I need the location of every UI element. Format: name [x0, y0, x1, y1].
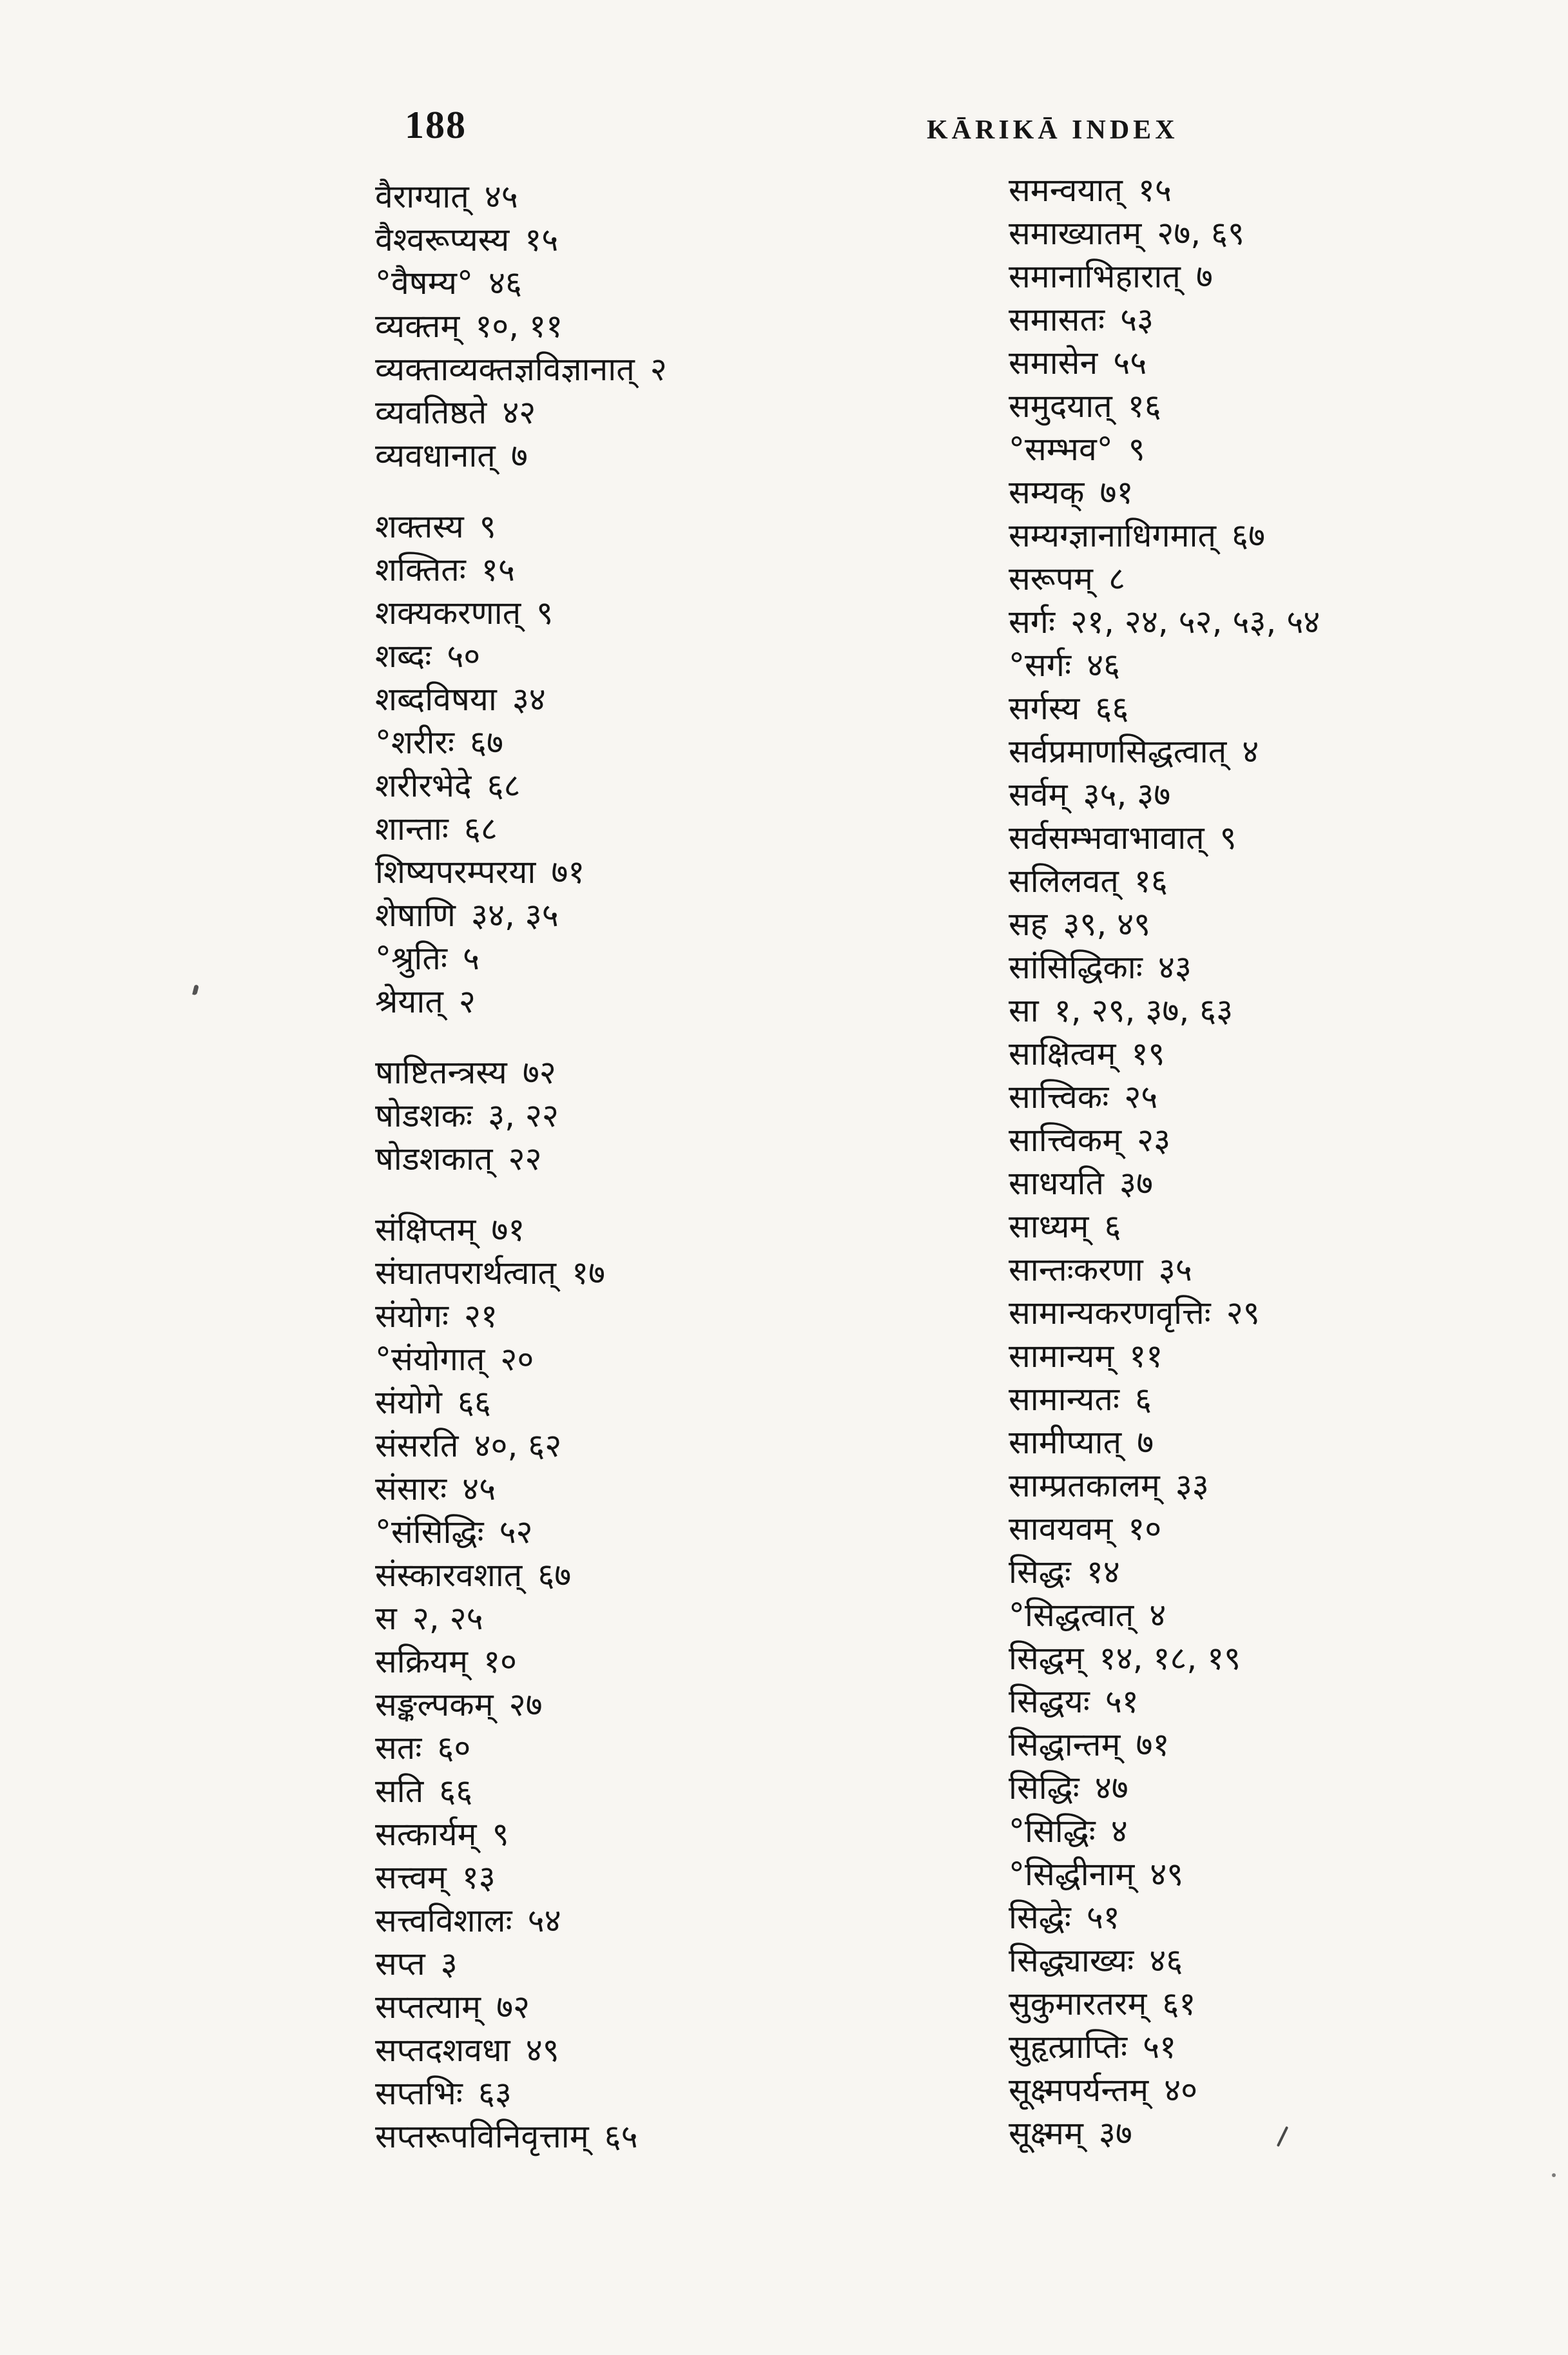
- entry-refs: ३३: [1175, 1467, 1209, 1504]
- entry-refs: १५: [525, 221, 559, 258]
- entry-term: सप्तदशवधा: [375, 2031, 510, 2069]
- entry-refs: ३४, ३५: [470, 896, 559, 934]
- entry-term: शिष्यपरम्परया: [375, 853, 536, 891]
- index-column-right: [1009, 169, 1568, 2155]
- entry-term: सर्वम्: [1009, 776, 1068, 813]
- entry-refs: ६६: [457, 1384, 491, 1421]
- index-entry: [375, 851, 1020, 894]
- index-entry: [1009, 1723, 1568, 1767]
- entry-term: सर्वप्रमाणसिद्धत्वात्: [1009, 733, 1227, 770]
- entry-term: सामान्यतः: [1009, 1381, 1119, 1418]
- index-entry: [1009, 255, 1568, 298]
- index-entry: [375, 808, 1020, 851]
- entry-term: शान्ताः: [375, 810, 449, 848]
- index-entry: [1009, 1032, 1568, 1076]
- entry-term: शब्दविषया: [375, 681, 497, 718]
- entry-refs: २७: [508, 1686, 543, 1723]
- entry-refs: ९: [492, 1816, 509, 1853]
- entry-term: सप्त: [375, 1945, 425, 1982]
- entry-term: सुहृत्प्राप्तिः: [1009, 2028, 1128, 2066]
- entry-refs: ४६: [1149, 1942, 1183, 1979]
- entry-refs: ७१: [1099, 474, 1134, 511]
- entry-refs: ५२: [499, 1513, 533, 1551]
- entry-refs: ७१: [491, 1211, 525, 1248]
- entry-term: साध्यम्: [1009, 1208, 1089, 1245]
- index-entry: [375, 592, 1020, 635]
- entry-refs: ५४: [527, 1902, 561, 1939]
- index-entry: [1009, 1680, 1568, 1723]
- entry-term: सर्वसम्भवाभावात्: [1009, 819, 1205, 857]
- index-entry: [1009, 2112, 1568, 2155]
- entry-term: °सिद्धीनाम्: [1009, 1856, 1135, 1893]
- entry-term: सत्कार्यम्: [375, 1816, 477, 1853]
- entry-term: °सर्गः: [1009, 646, 1072, 684]
- entry-refs: ३४: [512, 681, 546, 718]
- index-entry: [1009, 557, 1568, 601]
- index-entry: [375, 1468, 1020, 1511]
- entry-term: शरीरभेदे: [375, 767, 472, 804]
- entry-refs: ३७: [1098, 2115, 1132, 2152]
- entry-term: सरूपम्: [1009, 560, 1093, 597]
- entry-term: साधयति: [1009, 1165, 1104, 1202]
- entry-refs: १०: [1128, 1510, 1162, 1547]
- index-entry: [1009, 860, 1568, 903]
- index-entry: [375, 305, 1020, 348]
- index-entry: [375, 678, 1020, 721]
- entry-refs: ४३: [1157, 949, 1192, 986]
- entry-term: शक्यकरणात्: [375, 594, 521, 632]
- index-entry: [375, 2072, 1020, 2115]
- entry-term: सतः: [375, 1729, 422, 1767]
- entry-refs: ५५: [1113, 344, 1147, 382]
- scan-speck: [192, 984, 199, 995]
- index-entry: [1009, 1982, 1568, 2026]
- index-entry: [1009, 1551, 1568, 1594]
- entry-refs: ६०: [437, 1729, 471, 1767]
- entry-term: सुकुमारतरम्: [1009, 1985, 1147, 2022]
- entry-term: व्यवतिष्ठते: [375, 394, 487, 431]
- index-entry: [1009, 1162, 1568, 1205]
- entry-term: सात्त्विकः: [1009, 1078, 1109, 1116]
- entry-term: °शरीरः: [375, 724, 454, 761]
- index-entry: [375, 1770, 1020, 1813]
- entry-term: संघातपरार्थत्वात्: [375, 1254, 557, 1292]
- index-entry: [375, 1943, 1020, 1986]
- index-entry: [375, 218, 1020, 262]
- index-entry: [1009, 1119, 1568, 1162]
- index-entry: [375, 635, 1020, 678]
- entry-refs: ७२: [496, 1988, 530, 2026]
- entry-refs: १७: [572, 1254, 606, 1292]
- index-entry: [1009, 1939, 1568, 1982]
- entry-refs: २: [650, 351, 667, 388]
- entry-term: संस्कारवशात्: [375, 1556, 523, 1594]
- index-column-left: [375, 175, 1020, 2158]
- entry-refs: १६: [1134, 862, 1168, 900]
- entry-term: सिद्धान्तम्: [1009, 1726, 1121, 1763]
- entry-refs: ४५: [462, 1470, 496, 1507]
- entry-term: शेषाणि: [375, 896, 456, 934]
- entry-term: सिद्धः: [1009, 1553, 1071, 1591]
- entry-term: सामान्यम्: [1009, 1337, 1114, 1375]
- index-entry: [375, 980, 1020, 1023]
- index-entry: [1009, 1292, 1568, 1335]
- entry-term: सिद्धेः: [1009, 1899, 1071, 1936]
- entry-term: °वैषम्य°: [375, 264, 473, 302]
- entry-refs: ६३: [478, 2075, 512, 2112]
- index-entry: [1009, 1594, 1568, 1637]
- entry-refs: २९: [1226, 1294, 1260, 1332]
- index-entry: [1009, 1767, 1568, 1810]
- entry-term: °संयोगात्: [375, 1341, 485, 1378]
- index-entry: [1009, 601, 1568, 644]
- index-entry: [375, 1856, 1020, 1899]
- entry-refs: ४: [1110, 1812, 1128, 1850]
- index-section: [375, 1051, 1020, 1181]
- index-entry: [1009, 1205, 1568, 1248]
- entry-refs: ३५, ३७: [1083, 776, 1171, 813]
- index-entry: [1009, 1810, 1568, 1853]
- entry-refs: ६१: [1162, 1985, 1196, 2022]
- entry-term: सम्यग्ज्ञानाधिगमात्: [1009, 517, 1216, 554]
- entry-term: सान्तःकरणा: [1009, 1251, 1143, 1288]
- entry-refs: ३७: [1119, 1165, 1153, 1202]
- index-entry: [1009, 169, 1568, 212]
- entry-term: सप्तभिः: [375, 2075, 463, 2112]
- entry-term: सिद्ध्याख्यः: [1009, 1942, 1134, 1979]
- entry-refs: १५: [1137, 171, 1172, 209]
- index-entry: [375, 1252, 1020, 1295]
- index-entry: [1009, 2026, 1568, 2069]
- index-entry: [1009, 1507, 1568, 1551]
- index-entry: [375, 1511, 1020, 1554]
- entry-refs: ३५: [1158, 1251, 1192, 1288]
- entry-term: सति: [375, 1772, 424, 1810]
- index-entry: [375, 2115, 1020, 2158]
- index-entry: [375, 391, 1020, 434]
- entry-refs: ४: [1242, 733, 1259, 770]
- index-entry: [375, 1813, 1020, 1856]
- entry-refs: ९: [479, 508, 496, 545]
- index-entry: [1009, 2069, 1568, 2112]
- entry-refs: ५१: [1086, 1899, 1120, 1936]
- entry-term: सिद्धम्: [1009, 1640, 1084, 1677]
- entry-term: समाख्यातम्: [1009, 215, 1142, 252]
- entry-refs: ३, २२: [488, 1097, 559, 1134]
- index-entry: [1009, 1896, 1568, 1939]
- entry-refs: ४६: [488, 264, 522, 302]
- entry-term: शब्दः: [375, 637, 432, 675]
- entry-term: शक्तस्य: [375, 508, 464, 545]
- entry-refs: ५०: [447, 637, 481, 675]
- entry-refs: ४७: [1094, 1769, 1128, 1807]
- entry-term: वैश्वरूप्यस्य: [375, 221, 510, 258]
- entry-term: शक्तितः: [375, 551, 466, 588]
- index-entry: [1009, 428, 1568, 471]
- entry-refs: १०: [483, 1643, 518, 1680]
- index-entry: [375, 262, 1020, 305]
- index-entry: [375, 1554, 1020, 1597]
- entry-term: सत्त्वम्: [375, 1859, 447, 1896]
- index-entry: [375, 1986, 1020, 2029]
- entry-refs: १५: [481, 551, 515, 588]
- index-entry: [375, 1597, 1020, 1640]
- entry-term: सत्त्वविशालः: [375, 1902, 512, 1939]
- index-entry: [1009, 903, 1568, 946]
- entry-term: व्यवधानात्: [375, 437, 496, 474]
- entry-refs: ६६: [1095, 690, 1129, 727]
- index-entry: [1009, 989, 1568, 1032]
- entry-refs: ६५: [604, 2118, 638, 2155]
- entry-refs: ४६: [1087, 646, 1121, 684]
- index-entry: [375, 721, 1020, 764]
- entry-term: सामीप्यात्: [1009, 1424, 1122, 1461]
- entry-refs: ७१: [1136, 1726, 1170, 1763]
- entry-refs: ९: [1219, 819, 1237, 857]
- entry-term: सावयवम्: [1009, 1510, 1113, 1547]
- index-entry: [1009, 946, 1568, 989]
- entry-term: सर्गः: [1009, 603, 1056, 641]
- entry-refs: ७: [1137, 1424, 1154, 1461]
- entry-term: सामान्यकरणवृत्तिः: [1009, 1294, 1211, 1332]
- index-entry: [1009, 342, 1568, 385]
- entry-term: सप्तरूपविनिवृत्ताम्: [375, 2118, 589, 2155]
- entry-term: व्यक्तम्: [375, 307, 460, 345]
- entry-refs: ९: [536, 594, 554, 632]
- index-entry: [375, 1381, 1020, 1424]
- entry-refs: ९: [1128, 431, 1145, 468]
- index-entry: [375, 2029, 1020, 2072]
- entry-term: सूक्ष्मम्: [1009, 2115, 1083, 2152]
- index-entry: [375, 937, 1020, 980]
- entry-term: सात्त्विकम्: [1009, 1121, 1122, 1159]
- entry-refs: १४: [1086, 1553, 1120, 1591]
- index-entry: [375, 175, 1020, 218]
- entry-refs: ५१: [1143, 2028, 1177, 2066]
- index-entry: [375, 1338, 1020, 1381]
- index-entry: [375, 1640, 1020, 1683]
- entry-refs: १०, ११: [475, 307, 563, 345]
- entry-term: समानाभिहारात्: [1009, 258, 1181, 295]
- index-section: [375, 1208, 1020, 2158]
- index-entry: [1009, 1464, 1568, 1507]
- index-section: [375, 175, 1020, 478]
- index-entry: [375, 1727, 1020, 1770]
- entry-term: संयोगः: [375, 1297, 449, 1335]
- index-entry: [375, 1094, 1020, 1138]
- entry-term: साक्षित्वम्: [1009, 1035, 1116, 1072]
- index-entry: [1009, 1335, 1568, 1378]
- entry-refs: ४९: [525, 2031, 559, 2069]
- entry-term: संयोगे: [375, 1384, 442, 1421]
- entry-refs: ६: [1134, 1381, 1152, 1418]
- entry-refs: ७: [1195, 258, 1213, 295]
- entry-term: सप्तत्याम्: [375, 1988, 481, 2026]
- index-entry: [375, 1138, 1020, 1181]
- entry-refs: ६७: [537, 1556, 572, 1594]
- entry-term: सम्यक्: [1009, 474, 1085, 511]
- entry-term: समासेन: [1009, 344, 1098, 382]
- index-entry: [1009, 687, 1568, 730]
- index-entry: [375, 548, 1020, 592]
- entry-refs: १९: [1131, 1035, 1165, 1072]
- page-title: KĀRIKĀ INDEX: [927, 115, 1179, 145]
- entry-term: °सम्भव°: [1009, 431, 1113, 468]
- entry-refs: ६: [1104, 1208, 1121, 1245]
- index-entry: [375, 764, 1020, 808]
- entry-refs: ११: [1129, 1337, 1163, 1375]
- entry-term: सूक्ष्मपर्यन्तम्: [1009, 2071, 1149, 2109]
- entry-term: साम्प्रतकालम्: [1009, 1467, 1160, 1504]
- entry-term: स: [375, 1600, 397, 1637]
- entry-term: सङ्कल्पकम्: [375, 1686, 494, 1723]
- entry-term: व्यक्ताव्यक्तज्ञविज्ञानात्: [375, 351, 635, 388]
- entry-refs: ३: [440, 1945, 458, 1982]
- entry-refs: १३: [461, 1859, 496, 1896]
- entry-term: सक्रियम्: [375, 1643, 469, 1680]
- index-entry: [1009, 1853, 1568, 1896]
- index-entry: [375, 1424, 1020, 1468]
- entry-term: °सिद्धिः: [1009, 1812, 1096, 1850]
- index-entry: [1009, 385, 1568, 428]
- index-entry: [375, 1899, 1020, 1943]
- index-entry: [1009, 1637, 1568, 1680]
- index-entry: [375, 1208, 1020, 1252]
- entry-refs: ६७: [1232, 517, 1265, 554]
- entry-term: सिद्धिः: [1009, 1769, 1079, 1807]
- entry-term: सह: [1009, 906, 1048, 943]
- entry-refs: १४, १८, १९: [1099, 1640, 1241, 1677]
- entry-refs: २०: [500, 1341, 534, 1378]
- entry-term: सलिलवत्: [1009, 862, 1119, 900]
- entry-term: °श्रुतिः: [375, 940, 447, 977]
- index-entry: [375, 348, 1020, 391]
- entry-term: समासतः: [1009, 301, 1105, 338]
- entry-refs: ५३: [1120, 301, 1154, 338]
- index-entry: [1009, 730, 1568, 773]
- entry-refs: २, २५: [412, 1600, 483, 1637]
- index-entry: [375, 1683, 1020, 1727]
- entry-refs: २१: [464, 1297, 498, 1335]
- entry-refs: २२: [508, 1140, 542, 1178]
- entry-refs: ७: [510, 437, 528, 474]
- entry-term: षोडशकः: [375, 1097, 473, 1134]
- index-entry: [1009, 471, 1568, 514]
- entry-refs: ७१: [551, 853, 585, 891]
- entry-refs: ८: [1108, 560, 1125, 597]
- index-entry: [375, 894, 1020, 937]
- entry-term: सिद्धयः: [1009, 1683, 1090, 1720]
- index-section: [375, 505, 1020, 1023]
- entry-refs: २: [458, 983, 476, 1020]
- entry-term: सर्गस्य: [1009, 690, 1080, 727]
- index-section: [1009, 169, 1568, 2155]
- entry-term: संसारः: [375, 1470, 447, 1507]
- entry-refs: ७२: [522, 1054, 556, 1091]
- entry-term: सांसिद्धिकाः: [1009, 949, 1143, 986]
- entry-refs: ४०, ६२: [474, 1427, 562, 1464]
- entry-refs: ४२: [502, 394, 536, 431]
- entry-refs: ५१: [1105, 1683, 1139, 1720]
- entry-refs: ४५: [484, 178, 518, 215]
- entry-refs: ६८: [463, 810, 498, 848]
- index-entry: [1009, 773, 1568, 817]
- entry-term: संसरति: [375, 1427, 459, 1464]
- entry-term: समन्वयात्: [1009, 171, 1123, 209]
- entry-refs: ६७: [469, 724, 503, 761]
- index-entry: [1009, 1076, 1568, 1119]
- index-entry: [375, 1295, 1020, 1338]
- entry-refs: ६६: [439, 1772, 473, 1810]
- entry-term: वैराग्यात्: [375, 178, 469, 215]
- entry-refs: ५: [462, 940, 479, 977]
- entry-term: षोडशकात्: [375, 1140, 493, 1178]
- entry-term: °सिद्धत्वात्: [1009, 1596, 1134, 1634]
- page-number: 188: [405, 104, 467, 146]
- entry-term: °संसिद्धिः: [375, 1513, 484, 1551]
- entry-refs: २५: [1124, 1078, 1158, 1116]
- entry-term: षाष्टितन्त्रस्य: [375, 1054, 507, 1091]
- entry-refs: २७, ६९: [1157, 215, 1245, 252]
- index-entry: [1009, 298, 1568, 342]
- entry-refs: १, २९, ३७, ६३: [1054, 992, 1234, 1029]
- entry-refs: २३: [1137, 1121, 1171, 1159]
- entry-refs: ६८: [487, 767, 521, 804]
- entry-refs: ४: [1149, 1596, 1166, 1634]
- index-entry: [1009, 817, 1568, 860]
- entry-term: समुदयात्: [1009, 387, 1112, 425]
- entry-term: सा: [1009, 992, 1039, 1029]
- index-entry: [1009, 1378, 1568, 1421]
- entry-refs: १६: [1127, 387, 1161, 425]
- entry-term: संक्षिप्तम्: [375, 1211, 476, 1248]
- index-entry: [1009, 212, 1568, 255]
- index-entry: [1009, 644, 1568, 687]
- index-entry: [1009, 1421, 1568, 1464]
- entry-refs: ४०: [1164, 2071, 1198, 2109]
- index-entry: [1009, 1248, 1568, 1292]
- index-entry: [375, 434, 1020, 478]
- entry-term: श्रेयात्: [375, 983, 443, 1020]
- entry-refs: ३९, ४९: [1063, 906, 1151, 943]
- entry-refs: ४९: [1150, 1856, 1184, 1893]
- index-entry: [375, 1051, 1020, 1094]
- index-entry: [375, 505, 1020, 548]
- index-entry: [1009, 514, 1568, 557]
- entry-refs: २१, २४, ५२, ५३, ५४: [1070, 603, 1321, 641]
- scan-speck: [1552, 2173, 1556, 2177]
